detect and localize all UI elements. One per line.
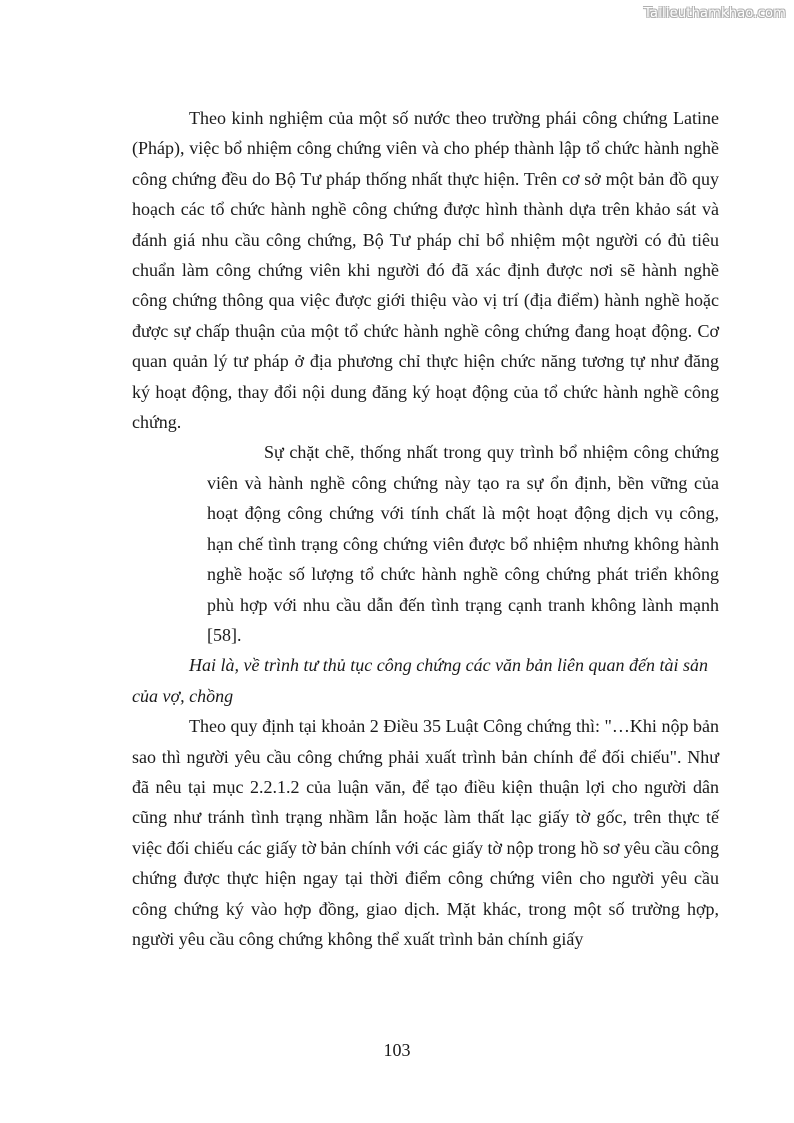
document-body — [132, 103, 719, 954]
watermark-text: Tailieuthamkhao.com — [644, 6, 786, 21]
block-quote: Sự chặt chẽ, thống nhất trong quy trình bổ nhiệm công chứng viên và hành nghề công chứng này tạo ra sự ổn định, bền vững của hoạt động công chứng với tính chất là một hoạt động dịch vụ công, hạn chế tình trạng công chứng viên được bổ nhiệm nhưng không hành nghề hoặc số lượng tổ chức hành nghề công chứng phát triển không phù hợp với nhu cầu dẫn đến tình trạng cạnh tranh không lành mạnh [58]. — [207, 442, 719, 645]
paragraph-notary-law: Theo quy định tại khoản 2 Điều 35 Luật Công chứng thì: "…Khi nộp bản sao thì người yêu cầu công chứng phải xuất trình bản chính để đối chiếu". Như đã nêu tại mục 2.2.1.2 của luận văn, để tạo điều kiện thuận lợi cho người dân cũng như tránh tình trạng nhầm lẫn hoặc làm thất lạc giấy tờ gốc, trên thực tế việc đối chiếu các giấy tờ bản chính với các giấy tờ nộp trong hồ sơ yêu cầu công chứng được thực hiện ngay tại thời điểm công chứng viên cho người yêu cầu công chứng ký vào hợp đồng, giao dịch. Mặt khác, trong một số trường hợp, người yêu cầu công chứng không thể xuất trình bản chính giấy — [132, 716, 719, 949]
page-number: 103 — [383, 1040, 411, 1060]
paragraph-latine-experience: Theo kinh nghiệm của một số nước theo trường phái công chứng Latine (Pháp), việc bổ nhiệm công chứng viên và cho phép thành lập tổ chức hành nghề công chứng đều do Bộ Tư pháp thống nhất thực hiện. Trên cơ sở một bản đồ quy hoạch các tổ chức hành nghề công chứng được hình thành dựa trên khảo sát và đánh giá nhu cầu công chứng, Bộ Tư pháp chỉ bổ nhiệm một người có đủ tiêu chuẩn làm công chứng viên khi người đó đã xác định được nơi sẽ hành nghề công chứng thông qua việc được giới thiệu vào vị trí (địa điểm) hành nghề hoặc được sự chấp thuận của một tổ chức hành nghề công chứng đang hoạt động. Cơ quan quản lý tư pháp ở địa phương chỉ thực hiện chức năng tương tự như đăng ký hoạt động, thay đổi nội dung đăng ký hoạt động của tổ chức hành nghề công chứng. — [132, 108, 719, 433]
section-heading: Hai là, về trình tư thủ tục công chứng các văn bản liên quan đến tài sản của vợ, chồng — [132, 655, 709, 706]
